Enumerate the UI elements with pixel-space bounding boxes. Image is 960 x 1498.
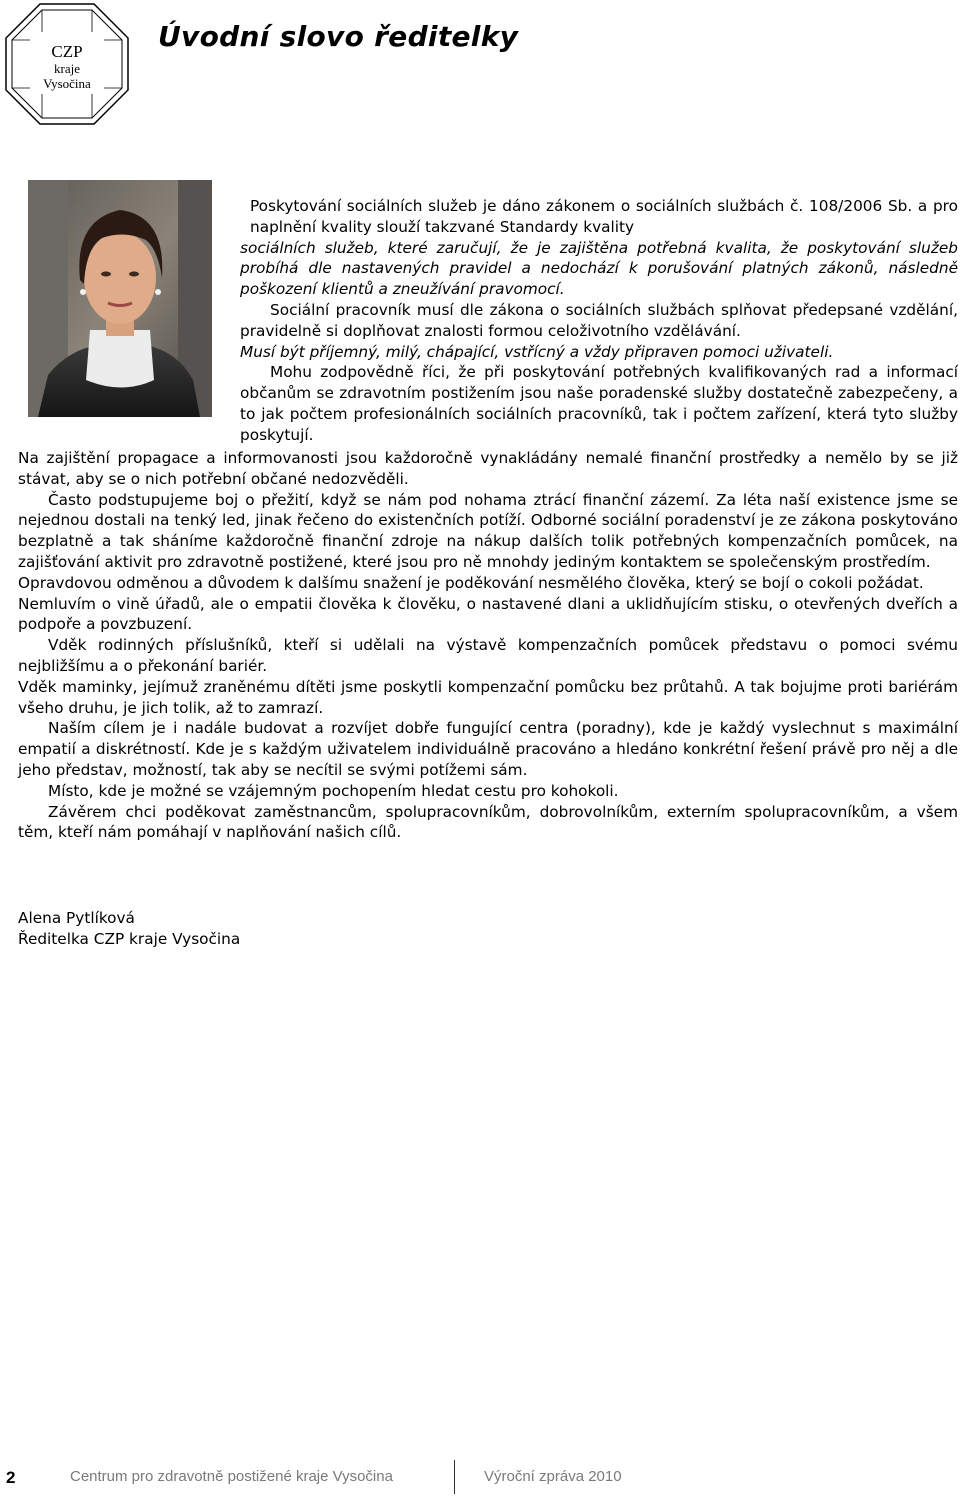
page-footer (0, 1460, 960, 1496)
intro-paragraph-3: Musí být příjemný, milý, chápající, vstřícný a vždy připraven pomoci uživateli. (240, 342, 834, 361)
intro-paragraph-1: Poskytování sociálních služeb je dáno zákonem o sociálních službách č. 108/2006 Sb. a pro naplnění kvality slouží takzvané Standardy kvality (250, 197, 958, 236)
intro-paragraph-2: Sociální pracovník musí dle zákona o sociálních službách splňovat předepsané vzdělání, pravidelně si doplňovat znalosti formou celoživotního vzdělávání. (240, 300, 958, 340)
footer-divider (454, 1460, 455, 1494)
footer-organization: Centrum pro zdravotně postižené kraje Vysočina (70, 1468, 393, 1485)
intro-paragraph-1-italic: sociálních služeb, které zaručují, že je zajištěna potřebná kvalita, že poskytování služeb probíhá dle nastavených pravidel a nedochází k porušování platných zákonů, následně poškození klientů a zneužívání pravomocí. (240, 238, 958, 299)
body-paragraph-1: Na zajištění propagace a informovanosti jsou každoročně vynakládány nemalé finanční prostředky a nemělo by se již stávat, aby se o nich potřební občané nedozvěděli. (18, 449, 958, 488)
main-text (18, 448, 958, 843)
body-paragraph-9: Závěrem chci poděkovat zaměstnancům, spolupracovníkům, dobrovolníkům, externím spolupracovníkům, a všem těm, kteří nám pomáhají v naplňování našich cílů. (18, 802, 958, 842)
intro-column (240, 196, 958, 446)
body-paragraph-4: Nemluvím o vině úřadů, ale o empatii člověka k člověku, o nastavené dlani a uklidňujícím stisku, o otevřených dveřích a podpoře a povzbuzení. (18, 594, 958, 634)
page-title: Úvodní slovo ředitelky (158, 20, 519, 53)
organization-logo (4, 2, 130, 126)
body-paragraph-2: Často podstupujeme boj o přežití, když se nám pod nohama ztrácí finanční zázemí. Za léta naší existence jsme se nejednou dostali na tenký led, jinak řečeno do existenčních potíží. Odborné sociální poradenství je ze zákona poskytováno bezplatně a tak sháníme každoročně finanční zdroje na nákup dalších tolik potřebných kompenzačních pomůcek, na zajišťování aktivit pro zdravotně postižené, které jsou pro ně mnohdy jediným kontaktem se společenským prostředím. (18, 490, 958, 571)
logo-line-2: kraje (54, 61, 80, 76)
logo-line-3: Vysočina (43, 76, 91, 91)
intro-paragraph-4: Mohu zodpovědně říci, že při poskytování potřebných kvalifikovaných rad a informací občanům se zdravotním postižením jsou naše poradenské služby dostatečně zabezpečeny, a to jak počtem profesionálních sociálních pracovníků, tak i počtem zařízení, která tyto služby poskytují. (240, 363, 958, 444)
page-number: 2 (6, 1468, 16, 1487)
logo-line-1: CZP (51, 42, 83, 61)
body-paragraph-8: Místo, kde je možné se vzájemným pochopením hledat cestu pro kohokoli. (48, 781, 619, 800)
body-paragraph-5: Vděk rodinných příslušníků, kteří si udělali na výstavě kompenzačních pomůcek představu o pomoci svému nejbližšímu a o překonání bariér. (18, 636, 958, 675)
portrait-photo (28, 180, 212, 417)
body-paragraph-3: Opravdovou odměnou a důvodem k dalšímu snažení je poděkování nesmělého člověka, který se bojí o cokoli požádat. (18, 573, 924, 592)
body-paragraph-7: Naším cílem je i nadále budovat a rozvíjet dobře fungující centra (poradny), kde je každý vyslechnut s maximální empatií a diskrétností. Kde je s každým uživatelem individuálně pracováno a hledáno konkrétní řešení právě pro něj a dle jeho představ, možností, tak aby se necítil se svými potížemi sám. (18, 719, 958, 779)
signature (18, 908, 240, 950)
signature-name: Alena Pytlíková (18, 909, 135, 927)
footer-report-title: Výroční zpráva 2010 (484, 1468, 622, 1485)
signature-role: Ředitelka CZP kraje Vysočina (18, 930, 241, 948)
body-paragraph-6: Vděk maminky, jejímuž zraněnému dítěti jsme poskytli kompenzační pomůcku bez průtahů. A tak bojujme proti bariérám všeho druhu, je jich tolik, až to zamrazí. (18, 677, 958, 717)
